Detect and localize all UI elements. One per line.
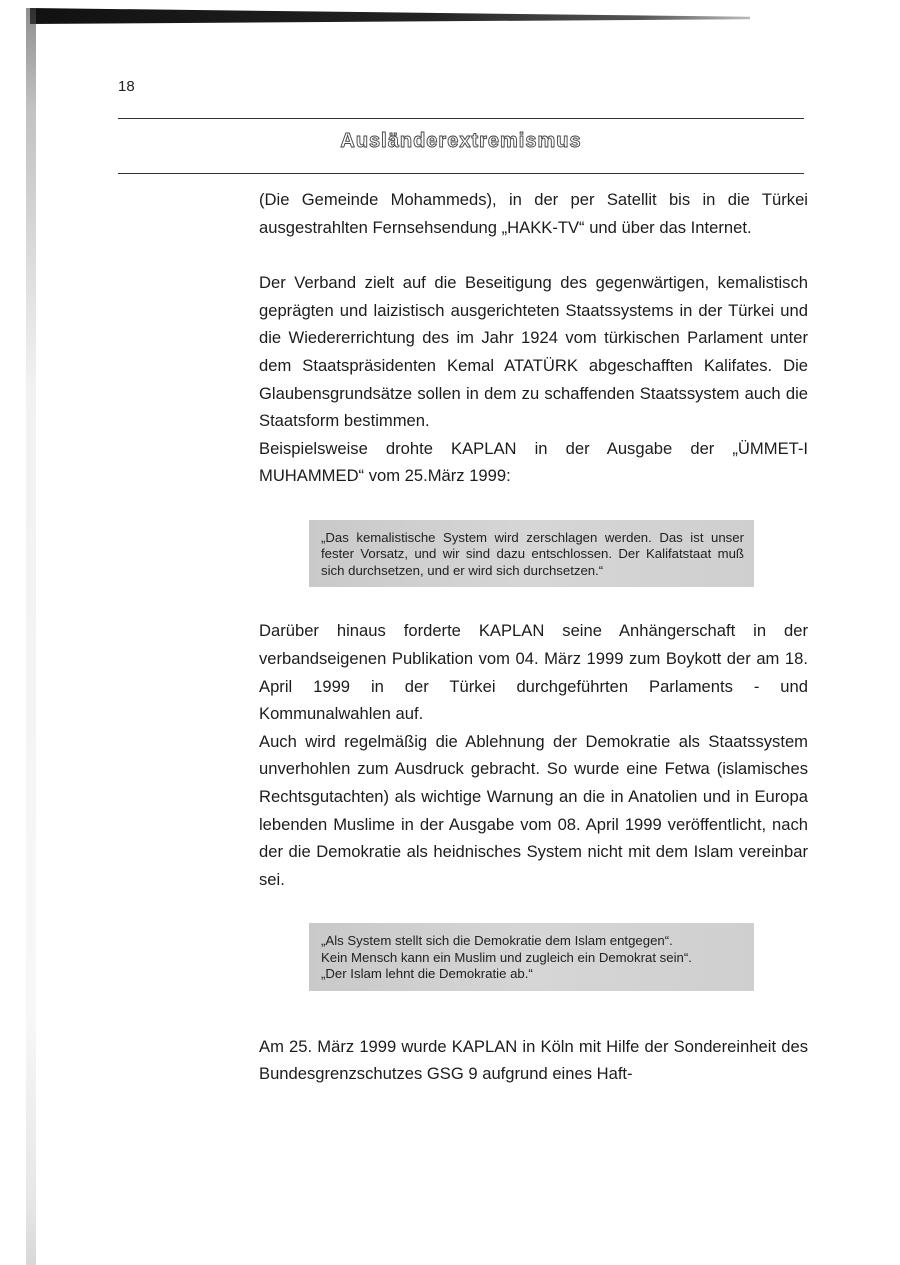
quote-2-line-1: „Als System stellt sich die Demokratie dem Islam entgegen“. bbox=[321, 933, 673, 949]
quote-box-1 bbox=[309, 520, 754, 588]
paragraph-1: (Die Gemeinde Mohammeds), in der per Satellit bis in die Türkei ausgestrahlten Fernsehsendung „HAKK-TV“ und über das Internet. bbox=[259, 190, 808, 237]
body-text bbox=[259, 186, 808, 1088]
paragraph-4: Darüber hinaus forderte KAPLAN seine Anhängerschaft in der verbandseigenen Publikation vom 04. März 1999 zum Boykott der am 18. April 1999 in der Türkei durchgeführten Parlaments - und Kommunalwahlen auf. bbox=[259, 621, 808, 724]
running-title: Ausländerextremismus bbox=[340, 130, 582, 152]
header-rule-bottom bbox=[118, 173, 804, 174]
scan-edge-left bbox=[26, 8, 36, 1265]
paragraph-5: Auch wird regelmäßig die Ablehnung der Demokratie als Staatssystem unverhohlen zum Ausdruck gebracht. So wurde eine Fetwa (islamisches Rechtsgutachten) als wichtige Warnung an die in Anatolien und in Europa lebenden Muslime in der Ausgabe vom 08. April 1999 veröffentlicht, nach der die Demokratie als heidnisches System nicht mit dem Islam vereinbar sei. bbox=[259, 731, 808, 889]
page-number: 18 bbox=[118, 78, 135, 95]
quote-2-line-3: „Der Islam lehnt die Demokratie ab.“ bbox=[321, 966, 533, 982]
paragraph-2: Der Verband zielt auf die Beseitigung des gegenwärtigen, kemalistisch geprägten und laizistisch ausgerichteten Staatssystems in der Türkei und die Wiedererrichtung des im Jahr 1924 vom türkischen Parlament unter dem Staatspräsidenten Kemal ATATÜRK abgeschafften Kalifates. Die Glaubensgrundsätze sollen in dem zu schaffenden Staatssystem auch die Staatsform bestimmen. bbox=[259, 273, 808, 431]
header-rule-top bbox=[118, 118, 804, 119]
paragraph-6: Am 25. März 1999 wurde KAPLAN in Köln mit Hilfe der Sondereinheit des Bundesgrenzschutzes GSG 9 aufgrund eines Haft- bbox=[259, 1036, 808, 1084]
quote-2-line-2: Kein Mensch kann ein Muslim und zugleich ein Demokrat sein“. bbox=[321, 949, 692, 965]
paragraph-3: Beispielsweise drohte KAPLAN in der Ausgabe der „ÜMMET-I MUHAMMED“ vom 25.März 1999: bbox=[259, 438, 808, 486]
quote-1-text: „Das kemalistische System wird zerschlagen werden. Das ist unser fester Vorsatz, und wir sind dazu entschlossen. Der Kalifatstaat muß sich durchsetzen, und er wird sich durchsetzen.“ bbox=[321, 529, 744, 578]
scan-edge-top bbox=[30, 8, 750, 24]
quote-box-2 bbox=[309, 923, 754, 991]
